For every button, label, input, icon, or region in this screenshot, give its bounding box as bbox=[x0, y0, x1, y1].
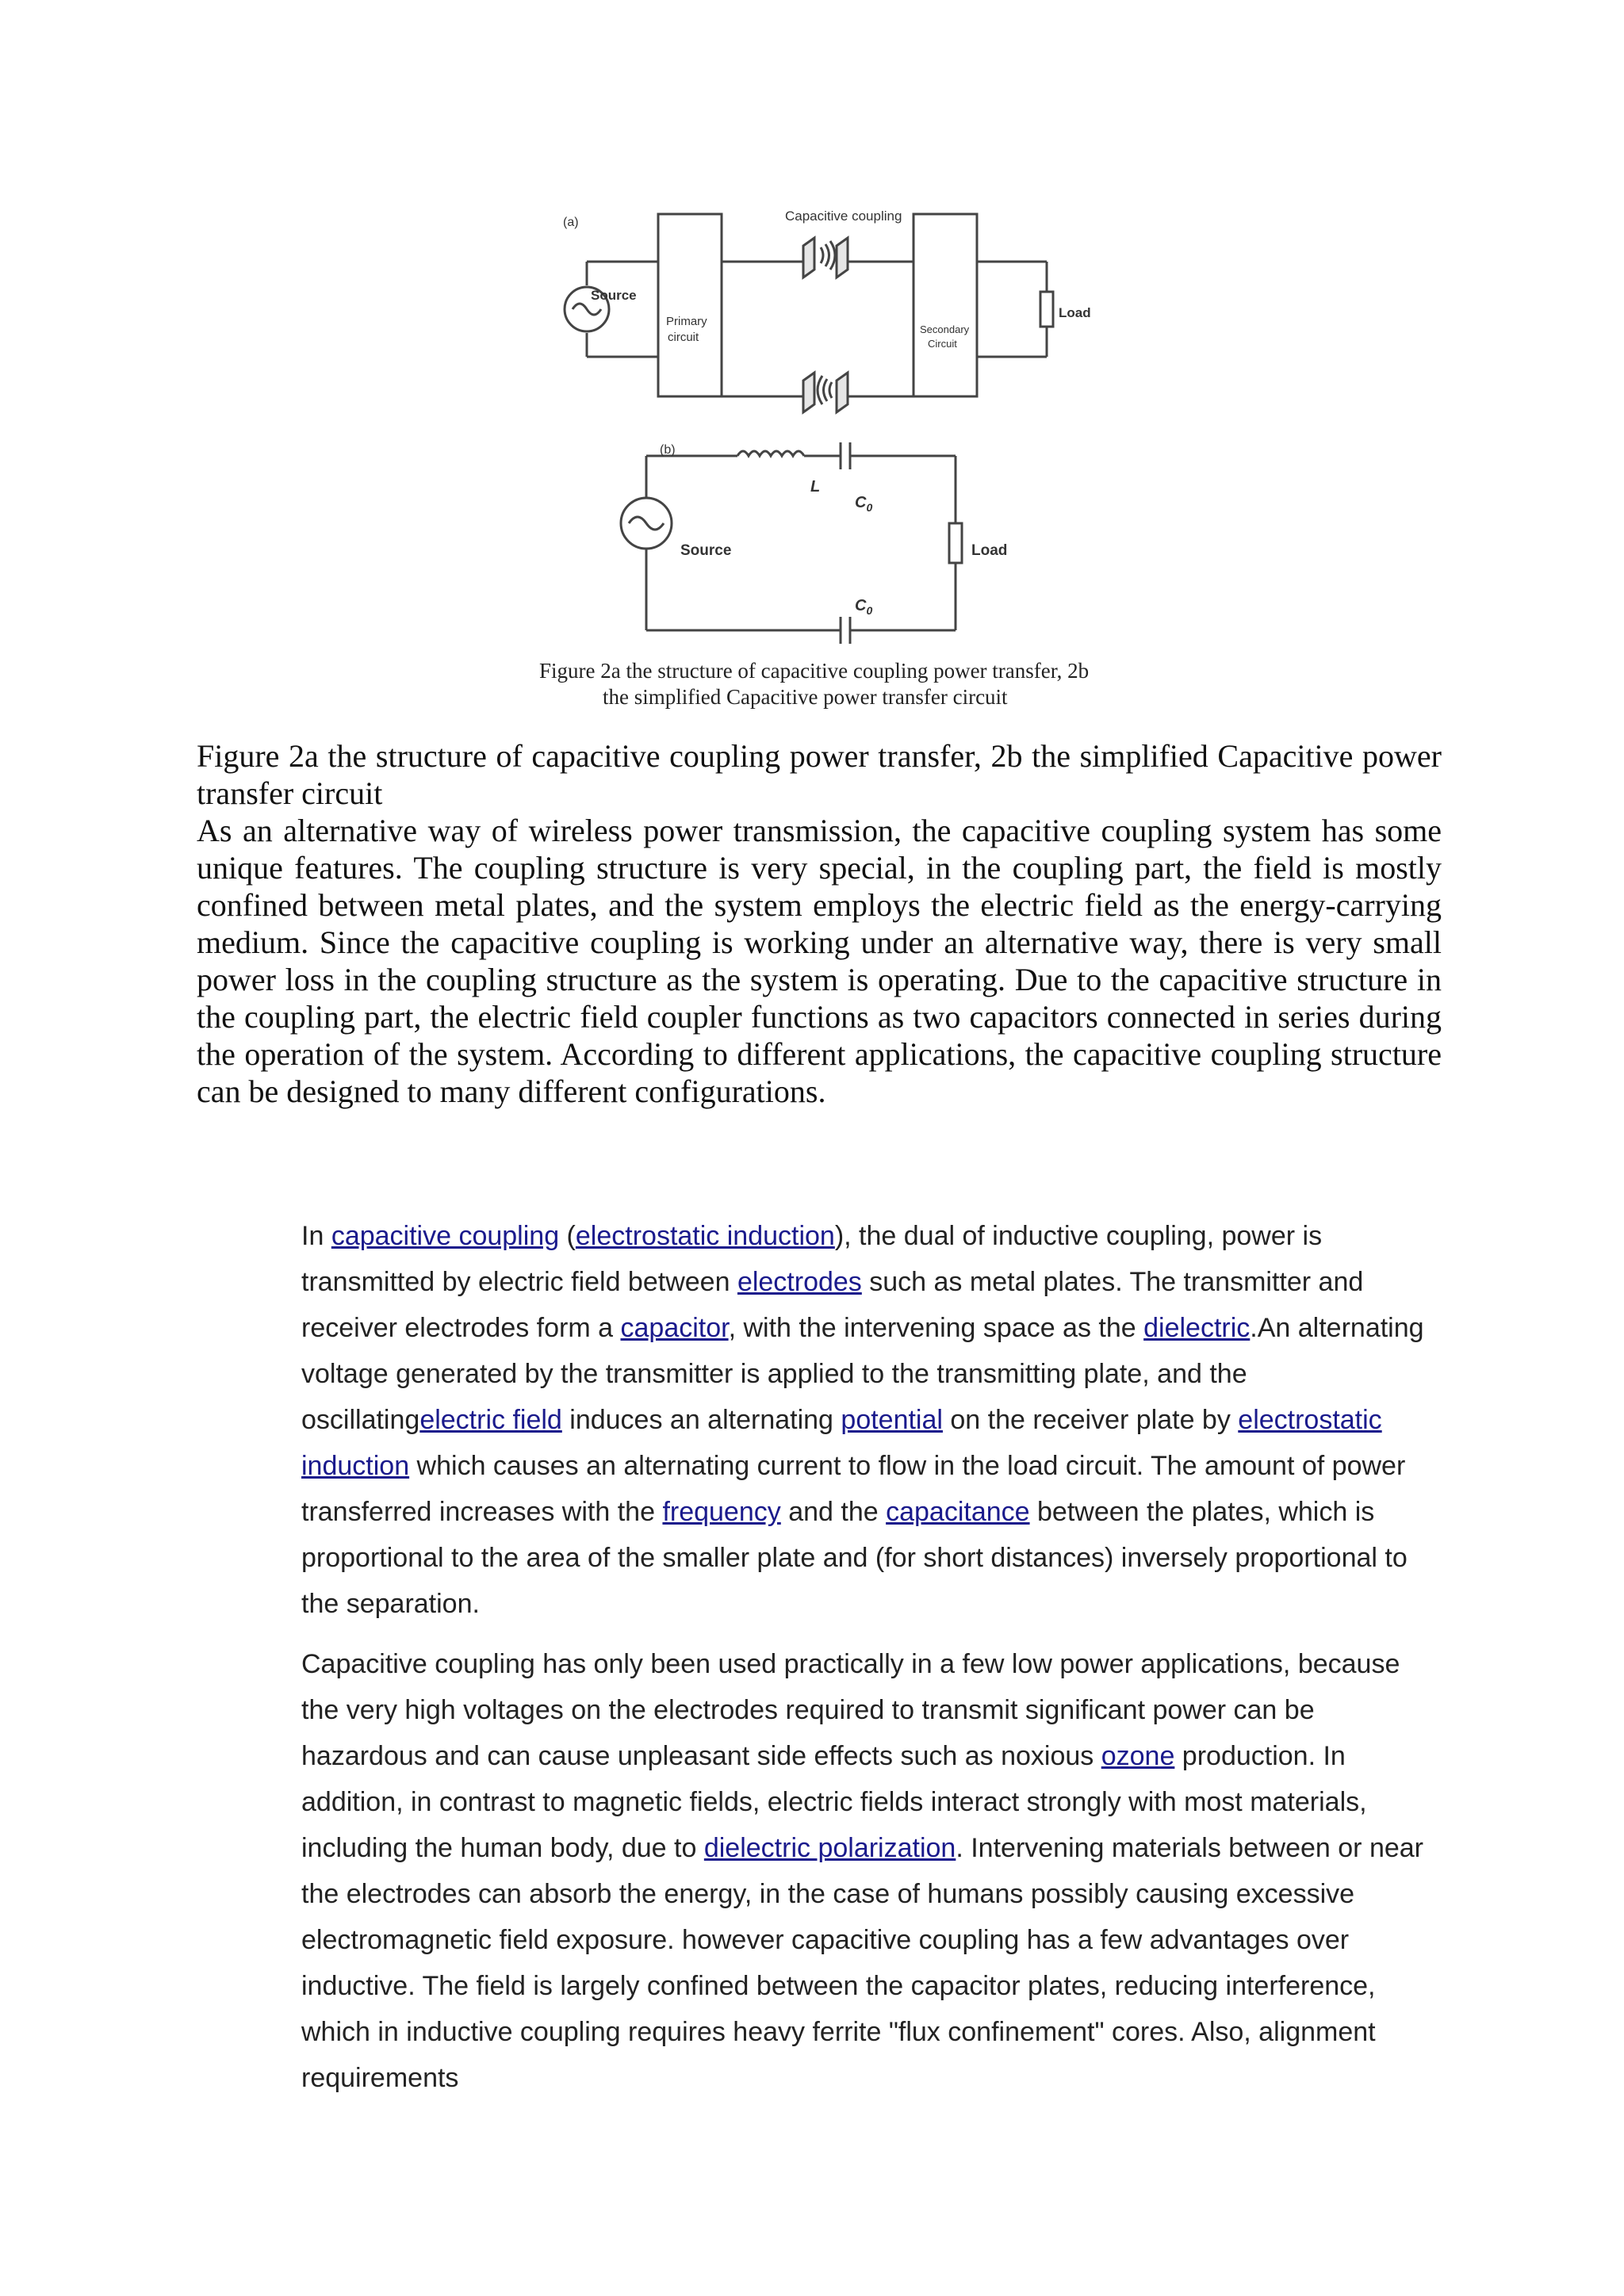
link-capacitance[interactable]: capacitance bbox=[886, 1497, 1030, 1527]
link-electric-field[interactable]: electric field bbox=[419, 1405, 562, 1435]
paragraph: As an alternative way of wireless power transmission, the capacitive coupling system has some unique features. The coupling structure is very special, in the coupling part, the field is mostly confined between metal plates, and the system employs the electric field as the energy-carrying medium. Since the capacitive coupling is working under an alternative way, there is very small power loss in the coupling structure as the system is operating. Due to the capacitive structure in the coupling part, the electric field coupler functions as two capacitors connected in series during the operation of the system. According to different applications, the capacitive coupling structure can be designed to many different configurations. bbox=[197, 813, 1442, 1109]
link-dielectric[interactable]: dielectric bbox=[1143, 1313, 1251, 1343]
capacitor-label-top: $C_0$ bbox=[855, 494, 873, 514]
source-label-a: Source bbox=[591, 288, 637, 303]
capacitor-label-bottom: $C_0$ bbox=[855, 597, 873, 617]
coupling-plate bbox=[803, 238, 814, 277]
load-label-b: Load bbox=[971, 542, 1008, 559]
link-dielectric-polarization[interactable]: dielectric polarization bbox=[703, 1833, 956, 1863]
paragraph: Capacitive coupling has only been used practically in a few low power applications, because the very high voltages on the electrodes required to transmit significant power can be hazardous and can cause unpleasant side effects such as noxious ozone production. In addition, in contrast to magnetic fields, electric fields interact strongly with most materials, including the human body, due to dielectric polarization. Intervening materials between or near the electrodes can absorb the energy, in the case of humans possibly causing excessive electromagnetic field exposure. however capacitive coupling has a few advantages over inductive. The field is largely confined between the capacitor plates, reducing interference, which in inductive coupling requires heavy ferrite "flux confinement" cores. Also, alignment requirements bbox=[301, 1649, 1423, 2093]
link-electrostatic-induction[interactable]: electrostatic induction bbox=[301, 1405, 1382, 1481]
link-electrostatic-induction[interactable]: electrostatic induction bbox=[575, 1221, 835, 1251]
coupling-label: Capacitive coupling bbox=[785, 209, 902, 224]
link-capacitor[interactable]: capacitor bbox=[620, 1313, 729, 1343]
secondary-label: Secondary bbox=[920, 323, 970, 335]
coupling-plate bbox=[837, 238, 848, 277]
circuit-diagram bbox=[523, 198, 1205, 721]
link-electrodes[interactable]: electrodes bbox=[737, 1267, 862, 1297]
inductor-symbol bbox=[737, 451, 804, 456]
secondary-circuit-box bbox=[914, 214, 977, 396]
link-frequency[interactable]: frequency bbox=[662, 1497, 781, 1527]
primary-label: Primary bbox=[666, 315, 707, 328]
figure-caption: Figure 2a the structure of capacitive coupling power transfer, 2b bbox=[539, 659, 1090, 683]
load-resistor-b bbox=[949, 523, 962, 563]
coupling-plate bbox=[803, 373, 814, 412]
link-potential[interactable]: potential bbox=[841, 1405, 943, 1435]
load-label-a: Load bbox=[1059, 305, 1091, 320]
link-ozone[interactable]: ozone bbox=[1101, 1741, 1175, 1771]
serif-section bbox=[197, 737, 1442, 1110]
inductor-label: L bbox=[810, 478, 821, 496]
article-excerpt bbox=[301, 1213, 1427, 2115]
panel-b-label: (b) bbox=[660, 443, 676, 457]
coupling-plate bbox=[837, 373, 848, 412]
figure-caption-text: Figure 2a the structure of capacitive coupling power transfer, 2b the simplified Capacitive power transfer circuit bbox=[197, 738, 1442, 811]
link-capacitive-coupling[interactable]: capacitive coupling bbox=[331, 1221, 560, 1251]
secondary-label: Circuit bbox=[928, 338, 957, 350]
capacitive-coupling-figure bbox=[523, 198, 1205, 721]
load-resistor-a bbox=[1040, 292, 1053, 327]
source-label-b: Source bbox=[680, 542, 732, 559]
primary-label: circuit bbox=[668, 331, 699, 344]
paragraph: In capacitive coupling (electrostatic induction), the dual of inductive coupling, power is transmitted by electric field between electrodes such as metal plates. The transmitter and receiver electrodes form a capacitor, with the intervening space as the dielectric.An alternating voltage generated by the transmitter is applied to the transmitting plate, and the oscillatingelectric field induces an alternating potential on the receiver plate by electrostatic induction which causes an alternating current to flow in the load circuit. The amount of power transferred increases with the frequency and the capacitance between the plates, which is proportional to the area of the smaller plate and (for short distances) inversely proportional to the separation. bbox=[301, 1221, 1424, 1619]
figure-caption: the simplified Capacitive power transfer circuit bbox=[603, 685, 1008, 709]
panel-a-label: (a) bbox=[563, 216, 579, 229]
primary-circuit-box bbox=[658, 214, 722, 396]
